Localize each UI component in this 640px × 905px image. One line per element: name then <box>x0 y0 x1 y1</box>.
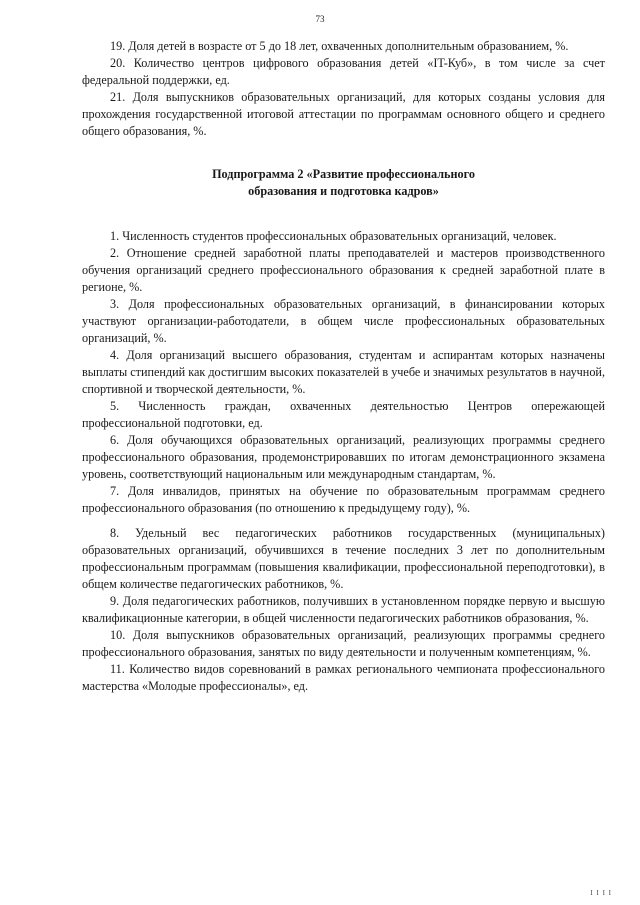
list-item-19: 19. Доля детей в возрасте от 5 до 18 лет, охваченных дополнительным образованием, %. <box>110 39 569 53</box>
indicator-item-8: 8. Удельный вес педагогических работников государственных (муниципальных) образовательных организаций, обучившихся в течение последних 3 лет по дополнительным профессиональным программам (повышения квалификации, профессиональной переподготовки), в общем количестве педагогических работников, %. <box>82 526 605 591</box>
subprogram-heading <box>82 166 605 200</box>
indicator-item-9: 9. Доля педагогических работников, получивших в установленном порядке первую и высшую квалификационные категории, в общей численности педагогических работников образования, %. <box>82 594 605 625</box>
indicator-item-2: 2. Отношение средней заработной платы преподавателей и мастеров производственного обучения организаций среднего профессионального образования к средней заработной плате в регионе, %. <box>82 246 605 294</box>
document-body <box>82 38 605 695</box>
indicator-item-6: 6. Доля обучающихся образовательных организаций, реализующих программы среднего профессионального образования, продемонстрировавших по итогам демонстрационного экзамена уровень, соответствующий национальным или международным стандартам, %. <box>82 433 605 481</box>
indicator-item-10: 10. Доля выпускников образовательных организаций, реализующих программы среднего профессионального образования, занятых по виду деятельности и полученным компетенциям, %. <box>82 628 605 659</box>
indicator-item-5: 5. Численность граждан, охваченных деятельностью Центров опережающей профессиональной подготовки, ед. <box>82 399 605 430</box>
indicator-item-11: 11. Количество видов соревнований в рамках регионального чемпионата профессионального мастерства «Молодые профессионалы», ед. <box>82 662 605 693</box>
indicator-item-7: 7. Доля инвалидов, принятых на обучение по образовательным программам среднего профессионального образования (по отношению к предыдущему году), %. <box>82 484 605 515</box>
indicator-item-1: 1. Численность студентов профессиональных образовательных организаций, человек. <box>110 229 557 243</box>
list-item-20: 20. Количество центров цифрового образования детей «IT-Куб», в том числе за счет федеральной поддержки, ед. <box>82 56 605 87</box>
subprogram-heading-line2: образования и подготовка кадров» <box>248 184 439 198</box>
subprogram-heading-line1: Подпрограмма 2 «Развитие профессионального <box>212 167 475 181</box>
corner-mark: I I I I <box>590 889 612 897</box>
list-item-21: 21. Доля выпускников образовательных организаций, для которых созданы условия для прохождения государственной итоговой аттестации по программам основного общего и среднего общего образования, %. <box>82 90 605 138</box>
indicator-item-3: 3. Доля профессиональных образовательных организаций, в финансировании которых участвуют организации-работодатели, в общем числе профессиональных образовательных организаций, %. <box>82 297 605 345</box>
indicator-item-4: 4. Доля организаций высшего образования, студентам и аспирантам которых назначены выплаты стипендий как достигшим высоких показателей в учебе и значимых результатов в научной, спортивной и творческой деятельности, %. <box>82 348 605 396</box>
page-number: 73 <box>315 14 325 24</box>
